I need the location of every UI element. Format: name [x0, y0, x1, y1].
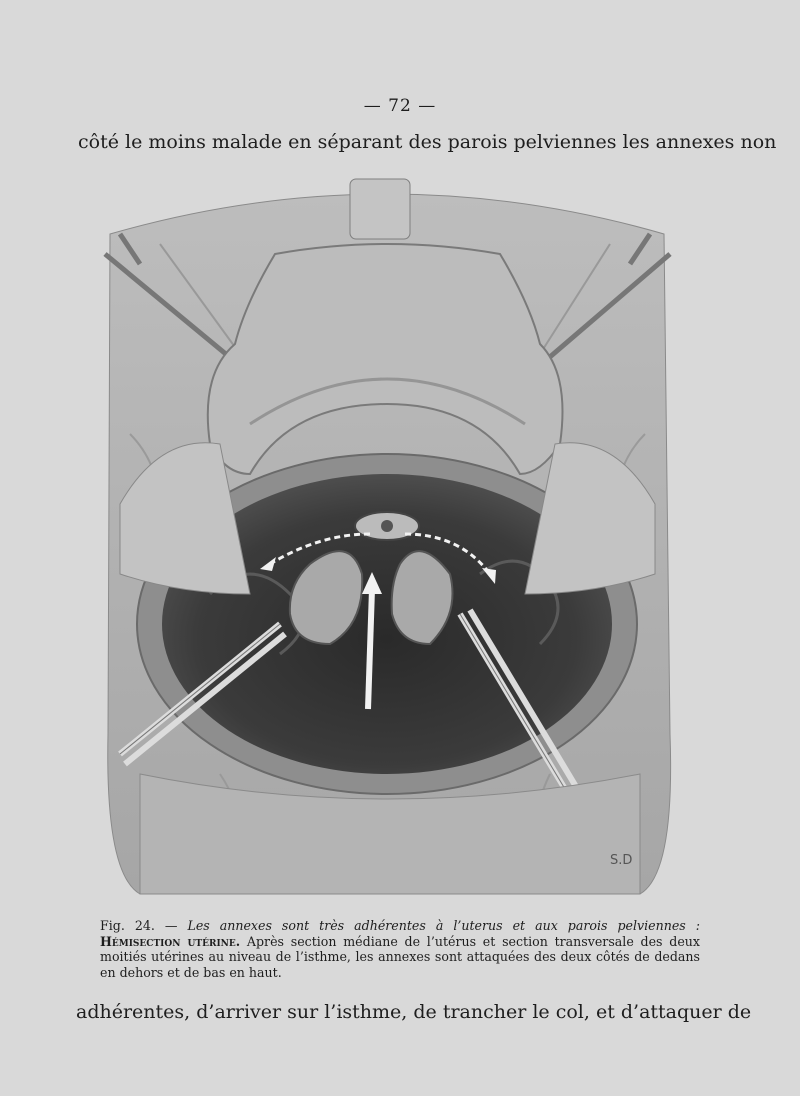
retractor-handle	[350, 179, 410, 239]
illustration-drawing	[100, 174, 674, 904]
caption-label: Fig. 24. —	[100, 918, 178, 933]
body-text-top: côté le moins malade en séparant des parois pelviennes les annexes non	[78, 131, 777, 153]
artist-signature: S.D	[610, 853, 633, 868]
caption-smallcaps: Hémisection utérine.	[100, 933, 241, 949]
body-text-bottom: adhérentes, d’arriver sur l’isthme, de trancher le col, et d’attaquer de	[76, 1001, 752, 1023]
figure-caption	[100, 918, 700, 980]
caption-body: Après section médiane de l’utérus et section transversale des deux moitiés utérines au niveau de l’isthme, les annexes sont attaquées des deux côtés de dedans en dehors et de bas en haut.	[100, 933, 700, 980]
page-number: — 72 —	[363, 96, 437, 116]
caption-italic: Les annexes sont très adhérentes à l’uterus et aux parois pelviennes :	[187, 918, 700, 933]
arrow-up	[368, 589, 372, 709]
surgical-illustration	[100, 174, 674, 904]
